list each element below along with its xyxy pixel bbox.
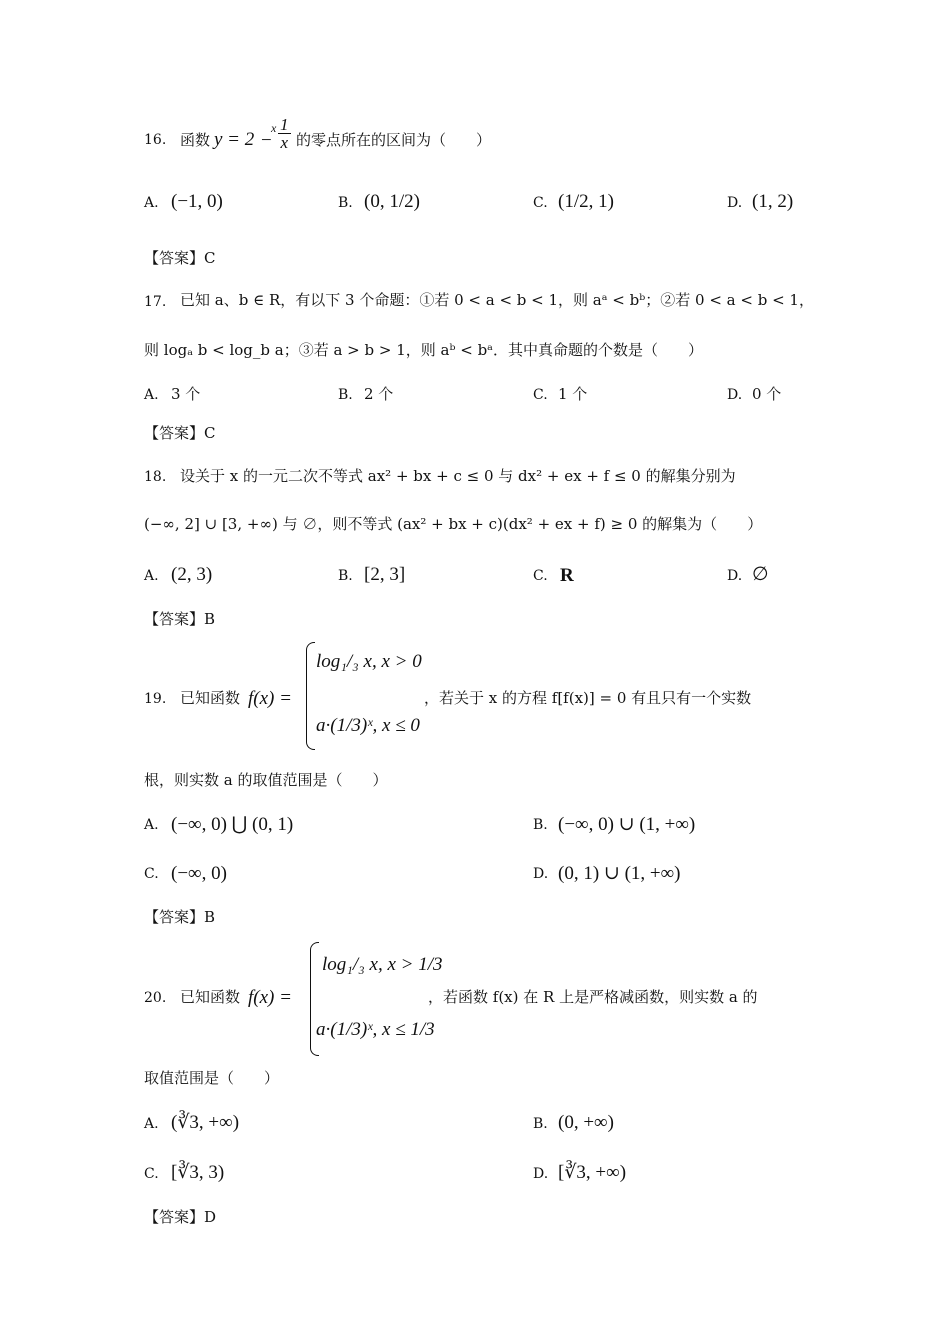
q20-option-c-label: C. <box>144 1166 159 1182</box>
q19-brace <box>306 642 315 750</box>
q17-option-d-text: 0 个 <box>752 385 782 403</box>
q19-line2: 根，则实数 a 的取值范围是（ ） <box>144 771 388 789</box>
q17-option-b-text: 2 个 <box>364 385 394 403</box>
q19-option-b-label: B. <box>533 817 548 833</box>
q18-option-a-text: (2, 3) <box>171 564 213 585</box>
q19-answer: 【答案】B <box>144 908 216 926</box>
q19-option-a-label: A. <box>144 817 159 833</box>
q20-option-c-text: [∛3, 3) <box>171 1162 225 1183</box>
q20-line2: 取值范围是（ ） <box>144 1069 280 1087</box>
q20-case2: a·(1/3)ˣ, x ≤ 1/3 <box>316 1019 435 1040</box>
q20-case1: log₁/₃ x, x > 1/3 <box>322 954 443 975</box>
q19-case2: a·(1/3)ˣ, x ≤ 0 <box>316 715 420 736</box>
q18-line1: 设关于 x 的一元二次不等式 ax² + bx + c ≤ 0 与 dx² + ex + f ≤ 0 的解集分别为 <box>180 467 736 485</box>
q17-line2: 则 logₐ b < log_b a；③若 a > b > 1，则 aᵇ < bᵃ．其中真命题的个数是（ ） <box>144 341 703 359</box>
q16-number: 16. <box>144 132 167 148</box>
q18-option-d-label: D. <box>727 568 743 584</box>
q16-formula-minus: − <box>261 130 272 151</box>
q20-option-b-text: (0, +∞) <box>558 1112 614 1133</box>
q18-option-b-text: [2, 3] <box>364 564 406 585</box>
q19-stem-after: ，若关于 x 的方程 f[f(x)] = 0 有且只有一个实数 <box>424 689 752 707</box>
q17-number: 17. <box>144 294 167 310</box>
q18-option-b-label: B. <box>338 568 353 584</box>
q19-func: f(x) = <box>248 688 292 709</box>
q18-option-c-text: R <box>560 565 574 586</box>
q17-option-c-text: 1 个 <box>558 385 588 403</box>
q19-option-d-label: D. <box>533 866 549 882</box>
q20-option-d-label: D. <box>533 1166 549 1182</box>
q19-option-d-text: (0, 1) ∪ (1, +∞) <box>558 863 681 884</box>
q16-fraction <box>278 116 291 151</box>
q20-func: f(x) = <box>248 987 292 1008</box>
q17-answer: 【答案】C <box>144 424 216 442</box>
q16-option-b-text: (0, 1/2) <box>364 191 420 212</box>
q20-option-b-label: B. <box>533 1116 548 1132</box>
q18-option-d-text: ∅ <box>752 564 769 585</box>
q17-option-c-label: C. <box>533 387 548 403</box>
q16-stem-before: 函数 <box>180 131 211 149</box>
q19-stem-before: 已知函数 <box>180 689 241 707</box>
q17-option-b-label: B. <box>338 387 353 403</box>
q18-answer: 【答案】B <box>144 610 216 628</box>
q20-number: 20. <box>144 990 167 1006</box>
q16-formula-sup: x <box>271 121 277 135</box>
q19-option-a-text: (−∞, 0) ⋃ (0, 1) <box>171 814 294 835</box>
q16-option-d-text: (1, 2) <box>752 191 794 212</box>
q19-option-b-text: (−∞, 0) ∪ (1, +∞) <box>558 814 696 835</box>
q20-option-a-text: (∛3, +∞) <box>171 1112 240 1133</box>
q19-option-c-text: (−∞, 0) <box>171 863 227 884</box>
q16-formula-lhs: y = 2 <box>214 129 255 150</box>
q16-frac-num: 1 <box>280 115 289 134</box>
q16-frac-den: x <box>280 133 289 152</box>
q20-stem-after: ，若函数 f(x) 在 R 上是严格减函数，则实数 a 的 <box>428 988 758 1006</box>
q20-option-d-text: [∛3, +∞) <box>558 1162 627 1183</box>
q16-answer: 【答案】C <box>144 249 216 267</box>
q20-answer: 【答案】D <box>144 1208 217 1226</box>
q20-stem-before: 已知函数 <box>180 988 241 1006</box>
q18-option-c-label: C. <box>533 568 548 584</box>
q16-option-c-label: C. <box>533 195 548 211</box>
q16-stem-after: 的零点所在的区间为（ ） <box>296 131 492 149</box>
q19-number: 19. <box>144 691 167 707</box>
q16-option-c-text: (1/2, 1) <box>558 191 614 212</box>
q18-number: 18. <box>144 469 167 485</box>
q16-option-a-label: A. <box>144 195 159 211</box>
q18-option-a-label: A. <box>144 568 159 584</box>
q19-option-c-label: C. <box>144 866 159 882</box>
q17-option-d-label: D. <box>727 387 743 403</box>
q16-option-d-label: D. <box>727 195 743 211</box>
q16-option-a-text: (−1, 0) <box>171 191 223 212</box>
q18-line2: (−∞, 2] ∪ [3, +∞) 与 ∅，则不等式 (ax² + bx + c)(dx² + ex + f) ≥ 0 的解集为（ ） <box>144 515 763 533</box>
q17-option-a-text: 3 个 <box>171 385 201 403</box>
q20-option-a-label: A. <box>144 1116 159 1132</box>
q17-option-a-label: A. <box>144 387 159 403</box>
q17-line1: 已知 a、b ∈ R，有以下 3 个命题：①若 0 < a < b < 1，则 aᵃ < bᵇ；②若 0 < a < b < 1， <box>180 291 814 309</box>
q16-option-b-label: B. <box>338 195 353 211</box>
q19-case1: log₁/₃ x, x > 0 <box>316 651 422 672</box>
